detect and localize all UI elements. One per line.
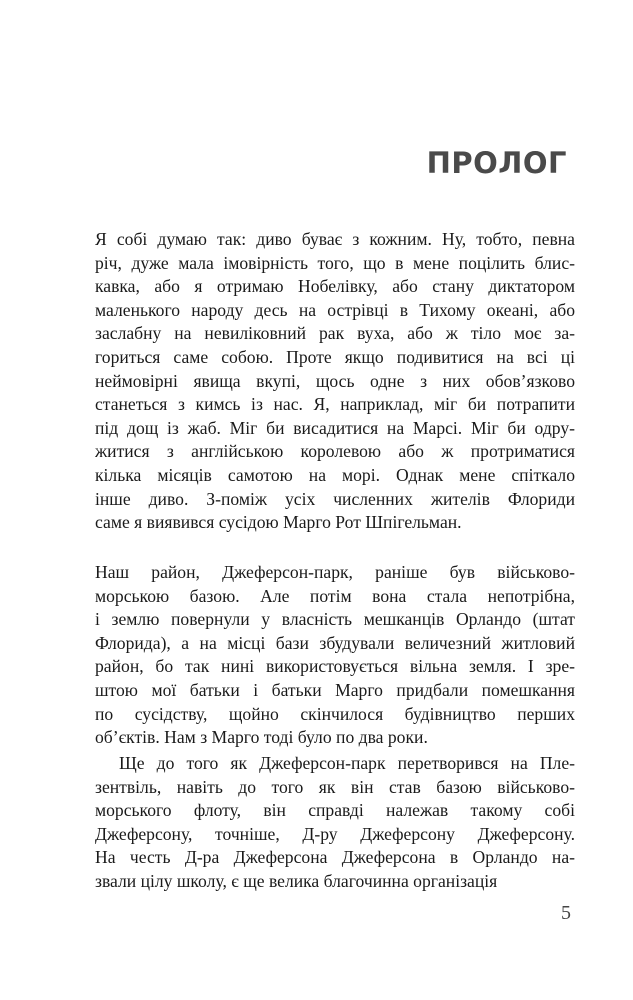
paragraph-1: [95, 228, 575, 535]
text-line: район, бо так нині використовується вільна земля. І зре-: [95, 656, 575, 677]
text-line: неймовірні явища вкупі, щось одне з них обов’язково: [95, 370, 575, 391]
text-line: заслабну на невиліковний рак вуха, або ж тіло моє за-: [95, 323, 575, 344]
text-line: об’єктів. Нам з Марго тоді було по два роки.: [95, 727, 428, 748]
text-line: і землю повернули у власність мешканців Орландо (штат: [95, 609, 575, 630]
text-line: Джеферсону, точніше, Д-ру Джеферсону Джеферсону.: [95, 823, 575, 844]
text-line: звали цілу школу, є ще велика благочинна організація: [95, 870, 498, 891]
text-line: кавка, або я отримаю Нобелівку, або стану диктатором: [95, 276, 575, 297]
text-line: морською базою. Але потім вона стала непотрібна,: [95, 585, 575, 606]
text-line: річ, дуже мала імовірність того, що в мене поцілить блис-: [95, 252, 575, 273]
text-line: маленького народу десь на острівці в Тихому океані, або: [95, 299, 575, 320]
text-line: зентвіль, навіть до того як він став базою військово-: [95, 776, 575, 797]
chapter-title: ПРОЛОГ: [426, 146, 567, 180]
page-number: 5: [561, 902, 571, 924]
text-line: станеться з кимсь із нас. Я, наприклад, міг би потрапити: [95, 394, 575, 415]
text-line: гориться саме собою. Проте якщо подивитися на всі ці: [95, 346, 575, 367]
text-line: Флорида), а на місці бази збудували величезний житловий: [95, 632, 575, 653]
text-line: по сусідству, щойно скінчилося будівництво перших: [95, 703, 575, 724]
text-line: морського флоту, він справді належав такому собі: [95, 800, 575, 821]
text-line: саме я виявився сусідою Марго Рот Шпігельман.: [95, 512, 462, 533]
text-line: кілька місяців самотою на морі. Однак мене спіткало: [95, 464, 575, 485]
paragraph-3: [95, 752, 575, 894]
paragraph-2: [95, 561, 575, 750]
text-line: Ще до того як Джеферсон-парк перетворився на Пле-: [119, 753, 575, 773]
text-line: Я собі думаю так: диво буває з кожним. Ну, тобто, певна: [95, 229, 575, 249]
text-line: Наш район, Джеферсон-парк, раніше був військово-: [95, 562, 575, 582]
text-line: житися з англійською королевою або ж протриматися: [95, 441, 575, 462]
text-line: під дощ із жаб. Міг би висадитися на Марсі. Міг би одру-: [95, 417, 575, 438]
text-line: На честь Д-ра Джеферсона Джеферсона в Орландо на-: [95, 847, 575, 868]
text-line: штою мої батьки і батьки Марго придбали помешкання: [95, 679, 575, 700]
text-line: інше диво. З-поміж усіх численних жителів Флориди: [95, 488, 575, 509]
